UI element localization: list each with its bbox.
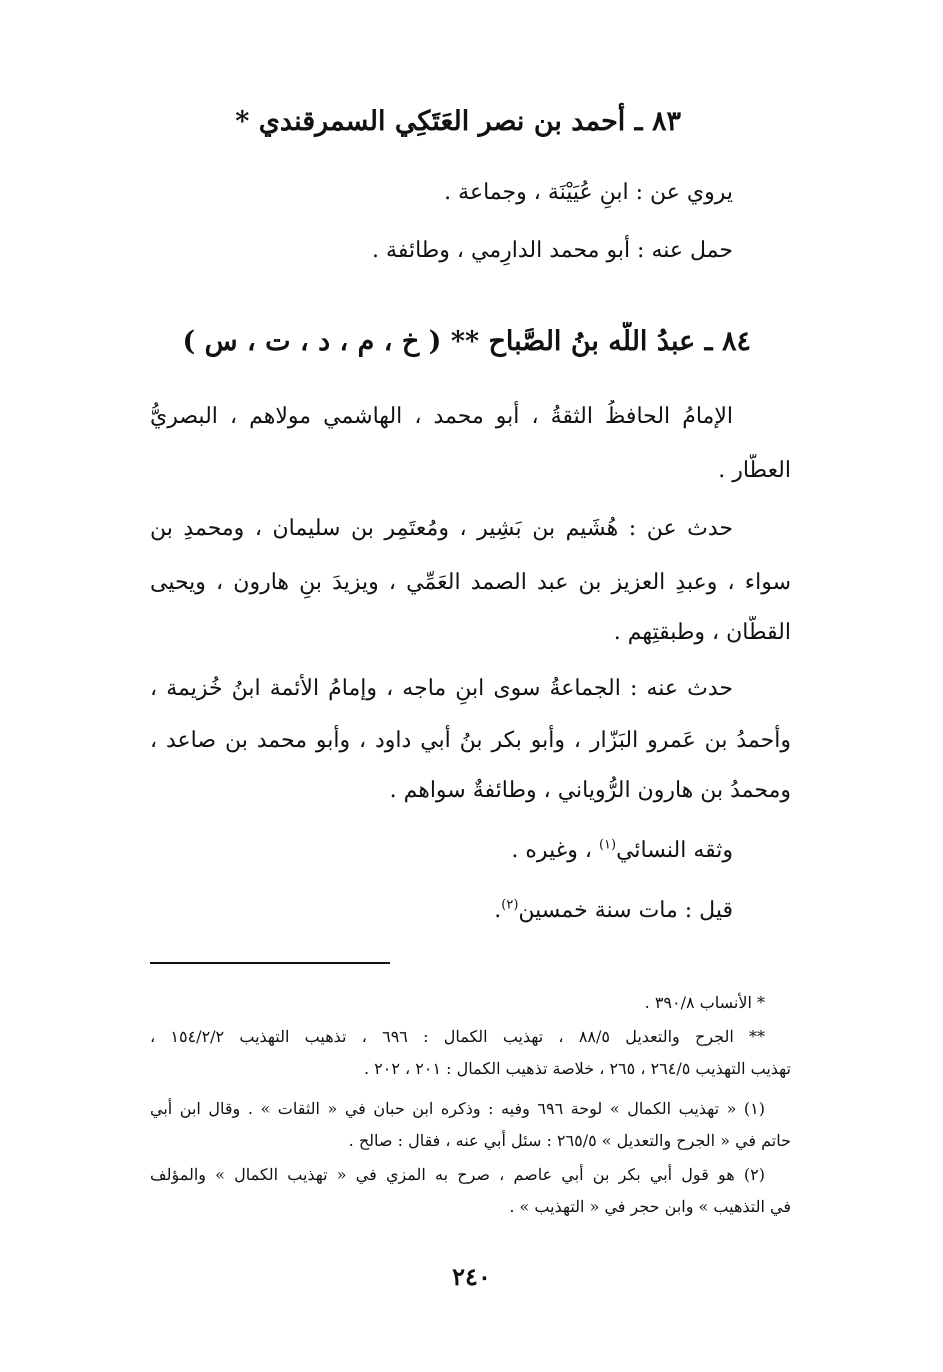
entry-84-students-line-3: ومحمدُ بن هارون الرُّوياني ، وطائفةٌ سواهم . bbox=[389, 778, 791, 803]
page-number: ٢٤٠ bbox=[452, 1262, 491, 1291]
footnote-2-line-2: في التذهيب » وابن حجر في « التهذيب » . bbox=[509, 1197, 791, 1216]
footnote-2-line-1: (٢) هو قول أبي بكر بن أبي عاصم ، صرح به المزي في « تهذيب الكمال » والمؤلف bbox=[150, 1165, 765, 1184]
death-text-end: . bbox=[494, 898, 502, 923]
entry-84-teachers-line-1: حدث عن : هُشَيم بن بَشِير ، ومُعتَمِر بن سليمان ، ومحمدِ بن bbox=[150, 516, 733, 541]
footnote-separator bbox=[150, 962, 390, 964]
footnote-double-star-line-2: تهذيب التهذيب ٢٦٤/٥ ، ٢٦٥ ، خلاصة تذهيب الكمال : ٢٠١ ، ٢٠٢ . bbox=[363, 1059, 791, 1078]
footnote-1-line-1: (١) « تهذيب الكمال » لوحة ٦٩٦ وفيه : وذكره ابن حبان في « الثقات » . وقال ابن أبي bbox=[150, 1099, 765, 1118]
footnote-double-star-line-1: ** الجرح والتعديل ٨٨/٥ ، تهذيب الكمال : ٦٩٦ ، تذهيب التهذيب ١٥٤/٢/٢ ، bbox=[150, 1027, 765, 1046]
entry-84-students-line-2: وأحمدُ بن عَمرو البَزّار ، وأبو بكر بنُ أبي داود ، وأبو محمد بن صاعد ، bbox=[150, 728, 791, 753]
entry-83-heading: ٨٣ ـ أحمد بن نصر العَتَكِي السمرقندي * bbox=[235, 106, 681, 137]
entry-84-death bbox=[150, 894, 733, 930]
entry-84-teachers-line-3: القطّان ، وطبقتِهم . bbox=[613, 620, 791, 645]
footnote-ref-1: (١) bbox=[598, 837, 617, 853]
entry-84-teachers-line-2: سواء ، وعبدِ العزيز بن عبد الصمد العَمِّي ، ويزيدَ بنِ هارون ، ويحيى bbox=[150, 570, 791, 595]
footnote-1-line-2: حاتم في « الجرح والتعديل » ٢٦٥/٥ : سئل أبي عنه ، فقال : صالح . bbox=[348, 1131, 791, 1150]
footnote-star: * الأنساب ٣٩٠/٨ . bbox=[644, 993, 765, 1012]
reliability-text-end: ، وغيره . bbox=[511, 838, 599, 863]
entry-83-narrates-from: يروي عن : ابنِ عُيَيْنَة ، وجماعة . bbox=[444, 180, 733, 205]
reliability-text: وثقه النسائي bbox=[616, 838, 733, 863]
footnote-ref-2: (٢) bbox=[501, 897, 519, 913]
entry-84-bio-line-1: الإمامُ الحافظُ الثقةُ ، أبو محمد ، الهاشمي مولاهم ، البصريُّ bbox=[150, 404, 733, 429]
entry-84-bio-line-2: العطّار . bbox=[718, 458, 791, 483]
death-text: قيل : مات سنة خمسين bbox=[518, 898, 733, 923]
entry-84-heading: ٨٤ ـ عبدُ اللّه بنُ الصَّباح ** ( خ ، م ، د ، ت ، س ) bbox=[182, 326, 751, 357]
entry-84-reliability bbox=[150, 834, 733, 870]
entry-83-narrated-by: حمل عنه : أبو محمد الدارِمي ، وطائفة . bbox=[372, 238, 733, 263]
entry-84-students-line-1: حدث عنه : الجماعةُ سوى ابنِ ماجه ، وإمامُ الأئمة ابنُ خُزيمة ، bbox=[150, 676, 733, 701]
